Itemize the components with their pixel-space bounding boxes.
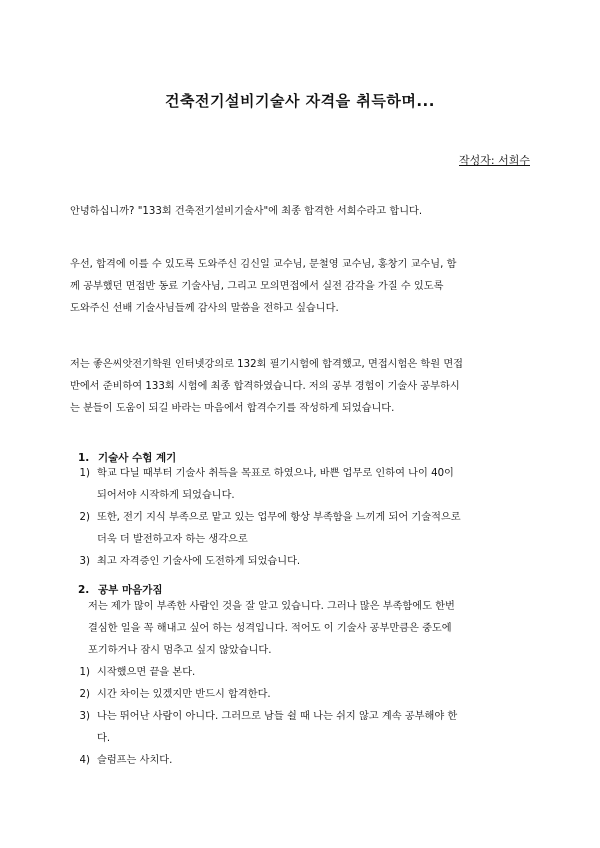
paragraph-line: 우선, 합격에 이를 수 있도록 도와주신 김신일 교수님, 문철영 교수님, 홍창기 교수님, 함 xyxy=(70,259,457,270)
section-number: 1. xyxy=(78,452,90,464)
item-line: 다. xyxy=(97,733,111,744)
paragraph-line: 저는 제가 많이 부족한 사람인 것을 잘 알고 있습니다. 그러나 많은 부족함에도 한번 xyxy=(88,601,455,612)
list-item xyxy=(70,507,536,551)
section-1-list xyxy=(70,463,536,573)
list-item xyxy=(70,662,536,684)
item-line: 나는 뛰어난 사람이 아니다. 그러므로 남들 쉴 때 나는 쉬지 않고 계속 공부해야 한 xyxy=(97,711,458,722)
paragraph-line: 도와주신 선배 기술사님들께 감사의 말씀을 전하고 싶습니다. xyxy=(70,303,339,314)
intro-paragraph xyxy=(70,354,532,420)
section-number: 2. xyxy=(78,584,90,596)
item-number: 2) xyxy=(79,689,90,700)
section-title: 공부 마음가짐 xyxy=(98,584,163,596)
item-line: 학교 다닐 때부터 기술사 취득을 목표로 하였으나, 바쁜 업무로 인하여 나이 40이 xyxy=(97,468,454,479)
section-title: 기술사 수험 계기 xyxy=(98,452,177,464)
list-item xyxy=(70,551,536,573)
item-line: 되어서야 시작하게 되었습니다. xyxy=(97,490,235,501)
item-line: 또한, 전기 지식 부족으로 맡고 있는 업무에 항상 부족함을 느끼게 되어 기술적으로 xyxy=(97,512,461,523)
item-number: 2) xyxy=(79,512,90,523)
item-number: 1) xyxy=(79,468,90,479)
document-title: 건축전기설비기술사 자격을 취득하며... xyxy=(165,92,435,110)
item-number: 3) xyxy=(79,711,90,722)
list-item xyxy=(70,750,536,772)
paragraph-line: 안녕하십니까? "133회 건축전기설비기술사"에 최종 합격한 서희수라고 합니다. xyxy=(70,206,423,217)
list-item xyxy=(70,706,536,750)
list-item xyxy=(70,684,536,706)
author-line: 작성자: 서희수 xyxy=(459,154,530,167)
paragraph-line: 께 공부했던 면접반 동료 기술사님, 그리고 모의면접에서 실전 감각을 가질 수 있도록 xyxy=(70,281,444,292)
item-line: 시간 차이는 있겠지만 반드시 합격한다. xyxy=(97,689,271,700)
list-item xyxy=(70,463,536,507)
paragraph-line: 는 분들이 도움이 되길 바라는 마음에서 합격수기를 작성하게 되었습니다. xyxy=(70,403,395,414)
paragraph-line: 저는 좋은씨앗전기학원 인터넷강의로 132회 필기시험에 합격했고, 면접시험은 학원 면접 xyxy=(70,359,464,370)
item-number: 4) xyxy=(79,755,90,766)
item-number: 1) xyxy=(79,667,90,678)
item-line: 슬럼프는 사치다. xyxy=(97,755,173,766)
item-line: 시작했으면 끝을 본다. xyxy=(97,667,196,678)
paragraph-line: 반에서 준비하여 133회 시험에 최종 합격하였습니다. 저의 공부 경험이 기술사 공부하시 xyxy=(70,381,460,392)
greeting-paragraph xyxy=(70,201,532,223)
item-line: 최고 자격증인 기술사에 도전하게 되었습니다. xyxy=(97,556,301,567)
paragraph-line: 포기하거나 잠시 멈추고 싶지 않았습니다. xyxy=(88,645,272,656)
section-2-list xyxy=(70,662,536,772)
thanks-paragraph xyxy=(70,254,532,320)
section-2-heading xyxy=(78,582,163,597)
item-line: 더욱 더 발전하고자 하는 생각으로 xyxy=(97,534,248,545)
item-number: 3) xyxy=(79,556,90,567)
section-2-body xyxy=(88,596,538,662)
paragraph-line: 결심한 일을 꼭 해내고 싶어 하는 성격입니다. 적어도 이 기술사 공부만큼은 중도에 xyxy=(88,623,452,634)
